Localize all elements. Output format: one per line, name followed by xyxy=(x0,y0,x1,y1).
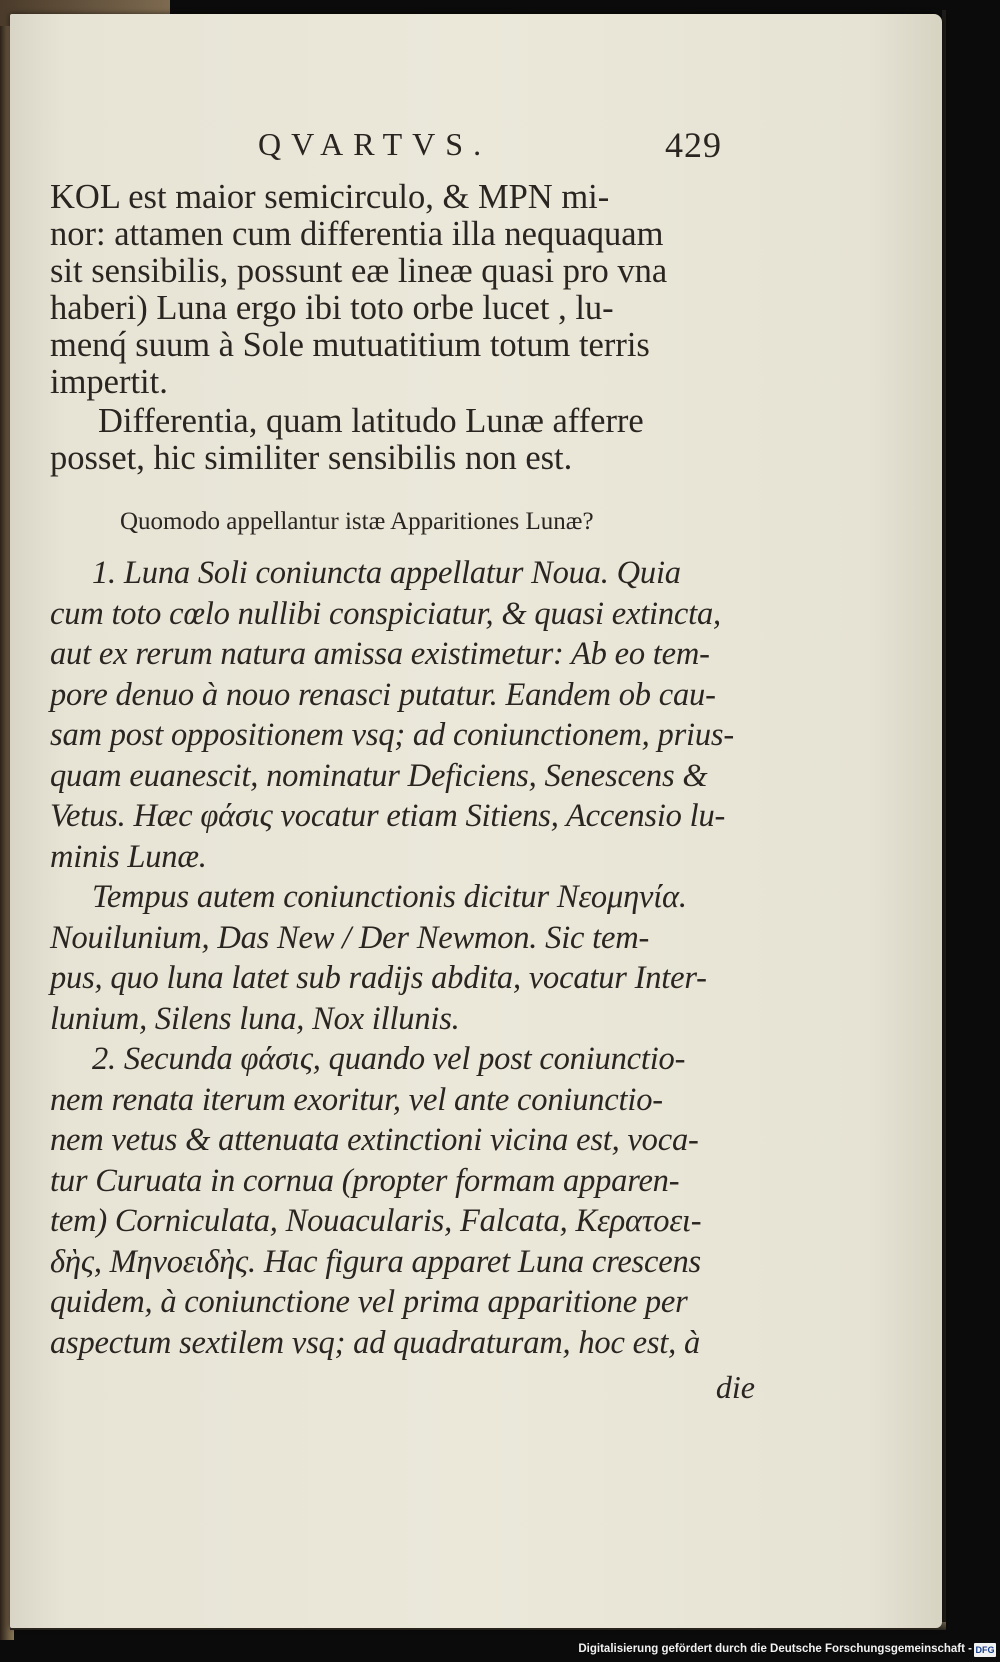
digitization-footer xyxy=(0,1640,1000,1662)
text-line: δὴς, Μηνοειδὴς. Hac figura apparet Luna crescens xyxy=(50,1243,701,1280)
text-line: aut ex rerum natura amissa existimetur: Ab eo tem- xyxy=(50,636,710,672)
page-header xyxy=(10,124,942,174)
text-line: Differentia, quam latitudo Lunæ afferre xyxy=(98,402,644,440)
text-line: haberi) Luna ergo ibi toto orbe lucet , lu- xyxy=(50,289,614,327)
text-line: sit sensibilis, possunt eæ lineæ quasi pro vna xyxy=(50,252,668,290)
text-line: aspectum sextilem vsq; ad quadraturam, hoc est, à xyxy=(50,1324,701,1361)
text-line: Tempus autem coniunctionis dicitur Νεομηνία. xyxy=(92,879,687,915)
running-head: QVARTVS. xyxy=(258,126,492,162)
text-line: 1. Luna Soli coniuncta appellatur Noua. Quia xyxy=(92,555,681,591)
page-number: 429 xyxy=(665,125,722,165)
catchword: die xyxy=(715,1369,755,1405)
text-line: nem renata iterum exoritur, vel ante coniunctio- xyxy=(50,1081,663,1118)
text-line: minis Lunæ. xyxy=(50,838,207,875)
answer-1 xyxy=(50,553,755,594)
text-line: KOL est maior semicirculo, & MPN mi- xyxy=(50,178,610,216)
text-line: tem) Corniculata, Nouacularis, Falcata, Κερατοει- xyxy=(50,1203,702,1239)
text-line: impertit. xyxy=(50,363,168,401)
paragraph-2 xyxy=(50,403,755,477)
text-line: quam euanescit, nominatur Deficiens, Senescens & xyxy=(50,757,708,794)
text-line: tur Curuata in cornua (propter formam apparen- xyxy=(50,1162,680,1199)
page-body xyxy=(50,179,755,1406)
answer-2 xyxy=(50,1039,755,1363)
text-line: pore denuo à nouo renasci putatur. Eandem ob cau- xyxy=(50,676,716,713)
text-line: quidem, à coniunctione vel prima apparitione per xyxy=(50,1284,688,1320)
text-line: pus, quo luna latet sub radijs abdita, vocatur Inter- xyxy=(50,960,707,996)
paragraph-1 xyxy=(50,179,755,401)
answer-1-continued xyxy=(50,594,755,878)
text-line: posset, hic similiter sensibilis non est. xyxy=(50,439,573,477)
text-line: Vetus. Hæc φάσις vocatur etiam Sitiens, Accensio lu- xyxy=(50,798,726,834)
text-line: nem vetus & attenuata extinctioni vicina est, voca- xyxy=(50,1122,699,1158)
dfg-logo-icon: DFG xyxy=(975,1645,995,1655)
text-line: menq́ suum à Sole mutuatitium totum terris xyxy=(50,326,650,364)
text-line: nor: attamen cum differentia illa nequaquam xyxy=(50,215,664,253)
text-line: sam post oppositionem vsq; ad coniunctionem, prius- xyxy=(50,717,734,753)
text-line: 2. Secunda φάσις, quando vel post coniunctio- xyxy=(92,1041,686,1077)
question-heading: Quomodo appellantur istæ Apparitiones Lunæ? xyxy=(120,508,594,535)
text-line: lunium, Silens luna, Nox illunis. xyxy=(50,1000,460,1037)
text-line: cum toto cœlo nullibi conspiciatur, & quasi extincta, xyxy=(50,595,721,632)
digitization-note: Digitalisierung gefördert durch die Deutsche Forschungsgemeinschaft - xyxy=(578,1643,972,1655)
text-line: Nouilunium, Das New / Der Newmon. Sic tem- xyxy=(50,919,650,956)
answer-1b xyxy=(50,877,755,1039)
page-edge xyxy=(942,10,946,1630)
book-page xyxy=(10,14,942,1628)
